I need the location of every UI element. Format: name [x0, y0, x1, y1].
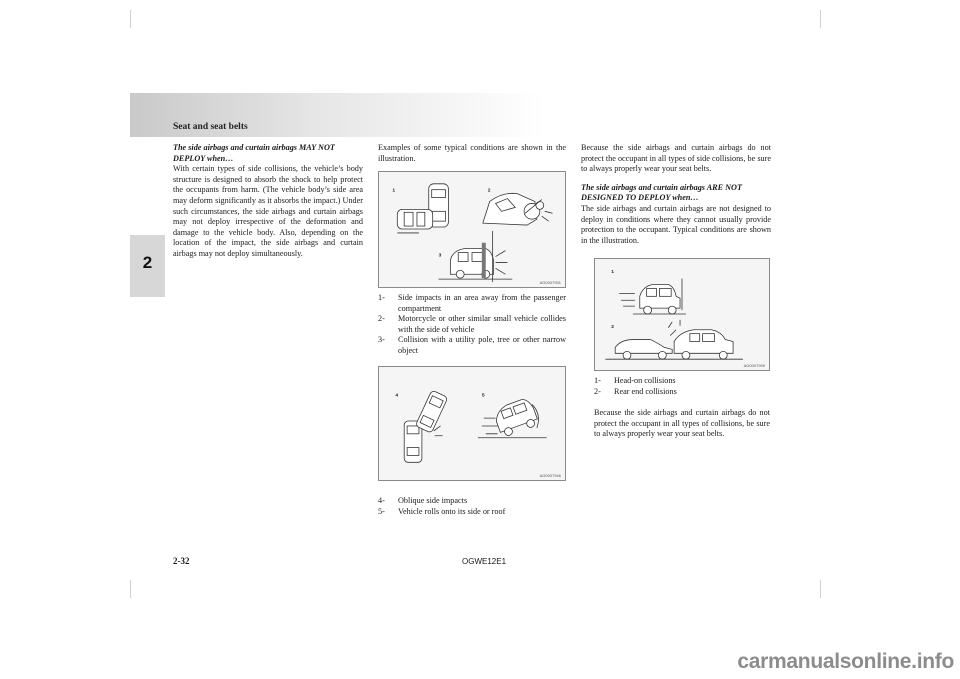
figure-side-impacts — [378, 171, 566, 288]
chapter-number: 2 — [142, 253, 153, 272]
figure-label: 3 — [438, 253, 442, 259]
left-column — [173, 143, 363, 260]
oblique-rollover-illustration — [379, 367, 565, 480]
list-item: 1- Side impacts in an area away from the passenger compartment — [378, 293, 566, 313]
right-intro: Because the side airbags and curtain airbags do not protect the occupant in all types of side collisions, be sure to always properly wear your seat belts. — [581, 143, 771, 174]
figure-label: 1 — [392, 188, 396, 194]
right-column — [581, 143, 771, 246]
figure-label: 5 — [481, 393, 485, 399]
crop-mark — [820, 10, 821, 28]
figure-code: AG0007946 — [539, 473, 561, 478]
figure-code: AG0007931 — [539, 280, 561, 285]
not-designed-heading: The side airbags and curtain airbags ARE NOT DESIGNED TO DEPLOY when… — [581, 182, 742, 203]
section-title: Seat and seat belts — [173, 122, 248, 132]
crop-mark — [820, 580, 821, 598]
middle-intro: Examples of some typical conditions are shown in the illustration. — [378, 143, 566, 163]
list-item: 4- Oblique side impacts — [378, 496, 468, 505]
crop-mark — [130, 10, 131, 28]
list-item: 1- Head-on collisions — [594, 376, 676, 385]
figure2-legend — [378, 496, 566, 517]
document-code: OGWE12E1 — [462, 557, 507, 566]
figure-label: 1 — [611, 269, 615, 275]
list-item: 2- Rear end collisions — [594, 386, 677, 396]
list-item: 5- Vehicle rolls onto its side or roof — [378, 506, 506, 516]
head-on-rear-illustration — [595, 259, 769, 370]
crop-mark — [130, 580, 131, 598]
page-number: 2-32 — [173, 556, 190, 566]
side-impacts-illustration — [379, 172, 565, 287]
figure-code: AG0007939 — [743, 363, 765, 368]
figure-label: 4 — [395, 393, 399, 399]
chapter-tab — [130, 235, 165, 297]
figure-head-on-rear — [594, 258, 770, 371]
figure-oblique-rollover — [378, 366, 566, 481]
list-item: 2- Motorcycle or other similar small vehicle collides with the side of vehicle — [378, 314, 566, 334]
not-designed-body: The side airbags and curtain airbags are not designed to deploy in conditions where they cannot usually provide protection to the occupant. Typical conditions are shown in the illustration. — [581, 203, 771, 245]
figure-label: 2 — [611, 324, 615, 330]
figure3-legend — [594, 376, 770, 397]
right-closing: Because the side airbags and curtain airbags do not protect the occupant in all types of collisions, be sure to always properly wear your seat belts. — [594, 408, 770, 439]
figure1-legend — [378, 293, 566, 357]
not-deploy-body: With certain types of side collisions, the vehicle’s body structure is designed to absorb the shock to help protect the occupants from harm. (The vehicle body’s side area may deform significantly as it absorbs the impact.) Under such circumstances, the side airbags and curtain airbags may not deploy irrespective of the deformation and damage to the vehicle body. Also, depending on the location of the impact, the side airbags and curtain airbags may not deploy simultaneously. — [173, 164, 363, 258]
not-deploy-heading: The side airbags and curtain airbags MAY NOT DEPLOY when… — [173, 143, 335, 163]
figure-label: 2 — [487, 188, 491, 194]
list-item: 3- Collision with a utility pole, tree or other narrow object — [378, 335, 566, 355]
watermark: carmanualsonline.info — [737, 650, 954, 673]
